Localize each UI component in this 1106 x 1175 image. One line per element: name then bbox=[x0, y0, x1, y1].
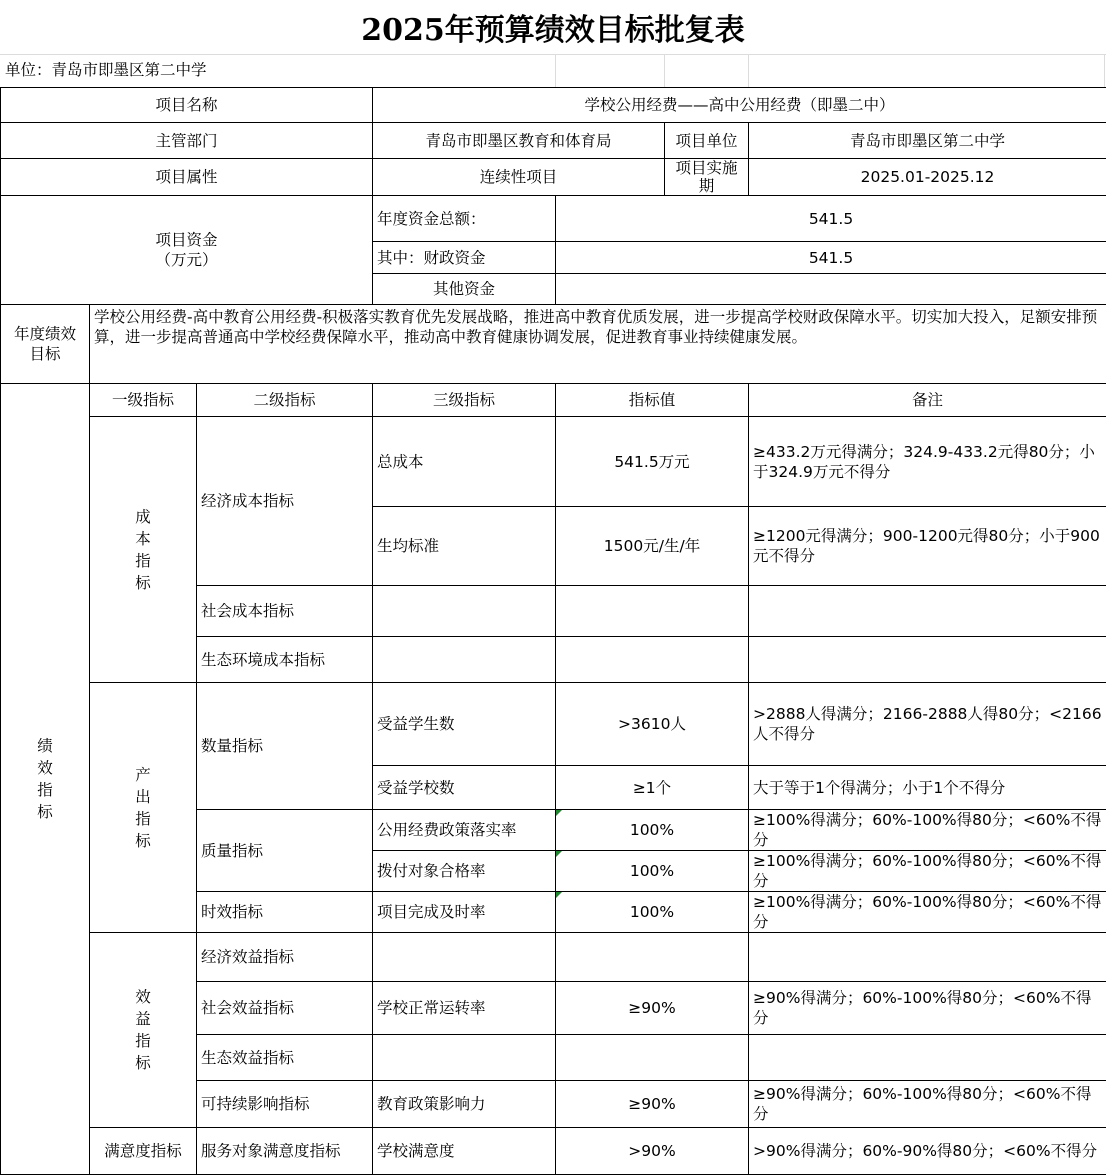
header-note: 备注 bbox=[749, 384, 1106, 417]
budget-table bbox=[0, 87, 1106, 1175]
gridline bbox=[1104, 54, 1105, 87]
influence-value: ≥90% bbox=[556, 1081, 749, 1128]
indicator-group-label bbox=[1, 384, 90, 1175]
operation-value: ≥90% bbox=[556, 982, 749, 1035]
timely-name: 项目完成及时率 bbox=[373, 892, 556, 933]
project-name-label: 项目名称 bbox=[1, 88, 373, 123]
per-student-value: 1500元/生/年 bbox=[556, 507, 749, 586]
total-cost-value: 541.5万元 bbox=[556, 417, 749, 507]
service-label: 服务对象满意度指标 bbox=[197, 1128, 373, 1175]
table-row bbox=[1, 683, 1106, 766]
header-value: 指标值 bbox=[556, 384, 749, 417]
social-cost-label: 社会成本指标 bbox=[197, 586, 373, 637]
header-level3: 三级指标 bbox=[373, 384, 556, 417]
eco-benefit-label: 生态效益指标 bbox=[197, 1035, 373, 1081]
empty-cell bbox=[749, 1035, 1106, 1081]
table-row bbox=[1, 384, 1106, 417]
goal-label-text: 年度绩效目标 bbox=[9, 324, 81, 364]
per-student-name: 生均标准 bbox=[373, 507, 556, 586]
empty-cell bbox=[373, 637, 556, 683]
qualified-rate-note: ≥100%得满分；60%-100%得80分；<60%不得分 bbox=[749, 851, 1106, 892]
students-name: 受益学生数 bbox=[373, 683, 556, 766]
students-note: >2888人得满分；2166-2888人得80分；<2166人不得分 bbox=[749, 683, 1106, 766]
funds-fiscal-value: 541.5 bbox=[556, 242, 1106, 274]
project-unit-label: 项目单位 bbox=[665, 123, 749, 159]
economic-cost-label: 经济成本指标 bbox=[197, 417, 373, 586]
funds-total-value: 541.5 bbox=[556, 196, 1106, 242]
schools-note: 大于等于1个得满分；小于1个不得分 bbox=[749, 766, 1106, 810]
per-student-note: ≥1200元得满分；900-1200元得80分；小于900元不得分 bbox=[749, 507, 1106, 586]
total-cost-name: 总成本 bbox=[373, 417, 556, 507]
operation-name: 学校正常运转率 bbox=[373, 982, 556, 1035]
satisfaction-label: 满意度指标 bbox=[90, 1128, 197, 1175]
unit-row bbox=[0, 54, 1106, 87]
empty-cell bbox=[556, 637, 749, 683]
table-row bbox=[1, 196, 1106, 242]
table-row bbox=[1, 417, 1106, 507]
policy-rate-name: 公用经费政策落实率 bbox=[373, 810, 556, 851]
gridline bbox=[555, 54, 556, 87]
empty-cell bbox=[373, 586, 556, 637]
page-title: 2025年预算绩效目标批复表 bbox=[0, 0, 1106, 54]
policy-rate-value: 100% bbox=[556, 810, 749, 851]
schools-value: ≥1个 bbox=[556, 766, 749, 810]
attr-value: 连续性项目 bbox=[373, 159, 665, 196]
project-name: 学校公用经费——高中公用经费（即墨二中） bbox=[373, 88, 1106, 123]
funds-label-text: 项目资金（万元） bbox=[144, 230, 230, 270]
social-benefit-label: 社会效益指标 bbox=[197, 982, 373, 1035]
table-row bbox=[1, 159, 1106, 196]
funds-label bbox=[1, 196, 373, 305]
empty-cell bbox=[749, 586, 1106, 637]
table-row bbox=[1, 123, 1106, 159]
quality-label: 质量指标 bbox=[197, 810, 373, 892]
period-label: 项目实施期 bbox=[665, 159, 749, 196]
attr-label: 项目属性 bbox=[1, 159, 373, 196]
economic-benefit-label: 经济效益指标 bbox=[197, 933, 373, 982]
empty-cell bbox=[373, 933, 556, 982]
indicator-group-text: 绩效指标 bbox=[36, 735, 54, 823]
goal-text: 学校公用经费-高中教育公用经费-积极落实教育优先发展战略，推进高中教育优质发展，进一步提高学校财政保障水平。切实加大投入，足额安排预算，进一步提高普通高中学校经费保障水平，推动高中教育健康协调发展，促进教育事业持续健康发展。 bbox=[90, 305, 1106, 384]
goal-label bbox=[1, 305, 90, 384]
table-row bbox=[1, 305, 1106, 384]
gridline bbox=[748, 54, 749, 87]
funds-other-label: 其他资金 bbox=[373, 274, 556, 305]
time-label: 时效指标 bbox=[197, 892, 373, 933]
influence-name: 教育政策影响力 bbox=[373, 1081, 556, 1128]
output-label: 产出指标 bbox=[90, 683, 197, 933]
gridline bbox=[0, 54, 1106, 55]
header-level1: 一级指标 bbox=[90, 384, 197, 417]
dept-label: 主管部门 bbox=[1, 123, 373, 159]
empty-cell bbox=[749, 637, 1106, 683]
operation-note: ≥90%得满分；60%-100%得80分；<60%不得分 bbox=[749, 982, 1106, 1035]
dept-value: 青岛市即墨区教育和体育局 bbox=[373, 123, 665, 159]
qualified-rate-name: 拨付对象合格率 bbox=[373, 851, 556, 892]
empty-cell bbox=[373, 1035, 556, 1081]
students-value: >3610人 bbox=[556, 683, 749, 766]
school-satisfaction-value: >90% bbox=[556, 1128, 749, 1175]
qualified-rate-value: 100% bbox=[556, 851, 749, 892]
timely-note: ≥100%得满分；60%-100%得80分；<60%不得分 bbox=[749, 892, 1106, 933]
total-cost-note: ≥433.2万元得满分；324.9-433.2元得80分；小于324.9万元不得分 bbox=[749, 417, 1106, 507]
school-satisfaction-note: >90%得满分；60%-90%得80分；<60%不得分 bbox=[749, 1128, 1106, 1175]
quantity-label: 数量指标 bbox=[197, 683, 373, 810]
cost-label: 成本指标 bbox=[90, 417, 197, 683]
funds-other-value bbox=[556, 274, 1106, 305]
school-satisfaction-name: 学校满意度 bbox=[373, 1128, 556, 1175]
influence-note: ≥90%得满分；60%-100%得80分；<60%不得分 bbox=[749, 1081, 1106, 1128]
table-row bbox=[1, 1128, 1106, 1175]
benefit-label: 效益指标 bbox=[90, 933, 197, 1128]
eco-cost-label: 生态环境成本指标 bbox=[197, 637, 373, 683]
empty-cell bbox=[556, 586, 749, 637]
sustain-label: 可持续影响指标 bbox=[197, 1081, 373, 1128]
schools-name: 受益学校数 bbox=[373, 766, 556, 810]
gridline bbox=[664, 54, 665, 87]
funds-fiscal-label: 其中：财政资金 bbox=[373, 242, 556, 274]
unit-label: 单位：青岛市即墨区第二中学 bbox=[5, 54, 207, 87]
table-row bbox=[1, 88, 1106, 123]
project-unit-value: 青岛市即墨区第二中学 bbox=[749, 123, 1106, 159]
empty-cell bbox=[556, 1035, 749, 1081]
funds-total-label: 年度资金总额： bbox=[373, 196, 556, 242]
empty-cell bbox=[749, 933, 1106, 982]
period-value: 2025.01-2025.12 bbox=[749, 159, 1106, 196]
policy-rate-note: ≥100%得满分；60%-100%得80分；<60%不得分 bbox=[749, 810, 1106, 851]
timely-value: 100% bbox=[556, 892, 749, 933]
header-level2: 二级指标 bbox=[197, 384, 373, 417]
empty-cell bbox=[556, 933, 749, 982]
table-row bbox=[1, 933, 1106, 982]
